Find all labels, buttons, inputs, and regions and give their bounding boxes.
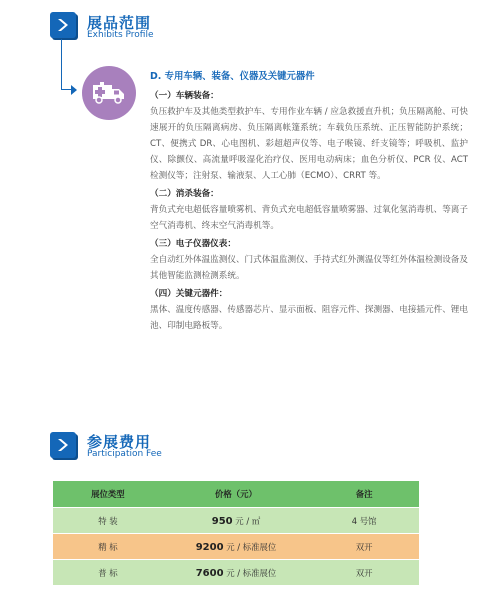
ambulance-icon (90, 79, 128, 107)
booth-type: 特 装 (53, 508, 163, 534)
group-heading-components: （四）关键元器件： (150, 289, 228, 299)
chevron-right-icon (54, 436, 72, 454)
note: 4 号馆 (309, 508, 419, 534)
table-row (53, 534, 419, 560)
note: 双开 (309, 560, 419, 586)
chevron-right-icon (54, 16, 72, 34)
table-row (53, 560, 419, 586)
group-heading-vehicles: （一）车辆装备： (150, 91, 219, 101)
booth-type: 普 标 (53, 560, 163, 586)
price-unit: 元 / 标准展位 (223, 541, 277, 552)
table-header-row (53, 481, 419, 508)
group-text-disinfection: 背负式充电超低容量喷雾机、背负式充电超低容量喷雾器、过氧化氢消毒机、等离子空气消毒机、终末空气消毒机等。 (150, 205, 468, 231)
header-note: 备注 (309, 481, 419, 508)
table-row (53, 508, 419, 534)
group-heading-instruments: （三）电子仪器仪表： (150, 239, 236, 249)
price-cell (163, 534, 309, 560)
header-price: 价格（元） (163, 481, 309, 508)
section-title-fees: 参展费用 (87, 433, 152, 451)
connector-line (61, 39, 62, 90)
group-text-components: 黑体、温度传感器、传感器芯片、显示面板、阻容元件、探测器、电接插元件、锂电池、印制电路板等。 (150, 305, 468, 331)
price-unit: 元 / 标准展位 (223, 567, 277, 578)
section-subtitle-exhibits: Exhibits Profile (87, 30, 154, 40)
connector-arrow-icon (71, 85, 77, 95)
section-badge-fees (50, 432, 76, 458)
section-d-title: D. 专用车辆、装备、仪器及关键元器件 (150, 71, 315, 82)
price-cell (163, 508, 309, 534)
note: 双开 (309, 534, 419, 560)
header-booth-type: 展位类型 (53, 481, 163, 508)
group-text-vehicles: 负压救护车及其他类型救护车、专用作业车辆 / 应急救援直升机；负压隔离舱、可快速展开的负压隔离病房、负压隔离帐篷系统；车载负压系统、正压智能防护系统；CT、便携式 DR、心电图机、彩超超声仪等、电子喉镜、纤支镜等；呼吸机、监护仪、除颤仪、高流量呼吸湿化治疗仪、医用电动病床；血色分析仪、PCR 仪、ACT 检测仪等；注射泵、输液泵、人工心肺（ECMO）、CRRT 等。 (150, 107, 468, 181)
section-d-content (150, 69, 468, 334)
group-heading-disinfection: （二）消杀装备： (150, 189, 219, 199)
price-unit: 元 / ㎡ (232, 515, 261, 526)
booth-type: 精 标 (53, 534, 163, 560)
group-text-instruments: 全自动红外体温监测仪、门式体温监测仪、手持式红外测温仪等红外体温检测设备及其他智能监测检测系统。 (150, 255, 468, 281)
price-value: 9200 (195, 541, 224, 553)
section-subtitle-fees: Participation Fee (87, 449, 162, 459)
section-title-exhibits: 展品范围 (87, 14, 152, 32)
fee-table (53, 481, 419, 585)
price-value: 950 (211, 515, 233, 527)
category-circle (82, 66, 136, 120)
price-value: 7600 (195, 567, 224, 579)
section-badge-exhibits (50, 12, 76, 38)
price-cell (163, 560, 309, 586)
